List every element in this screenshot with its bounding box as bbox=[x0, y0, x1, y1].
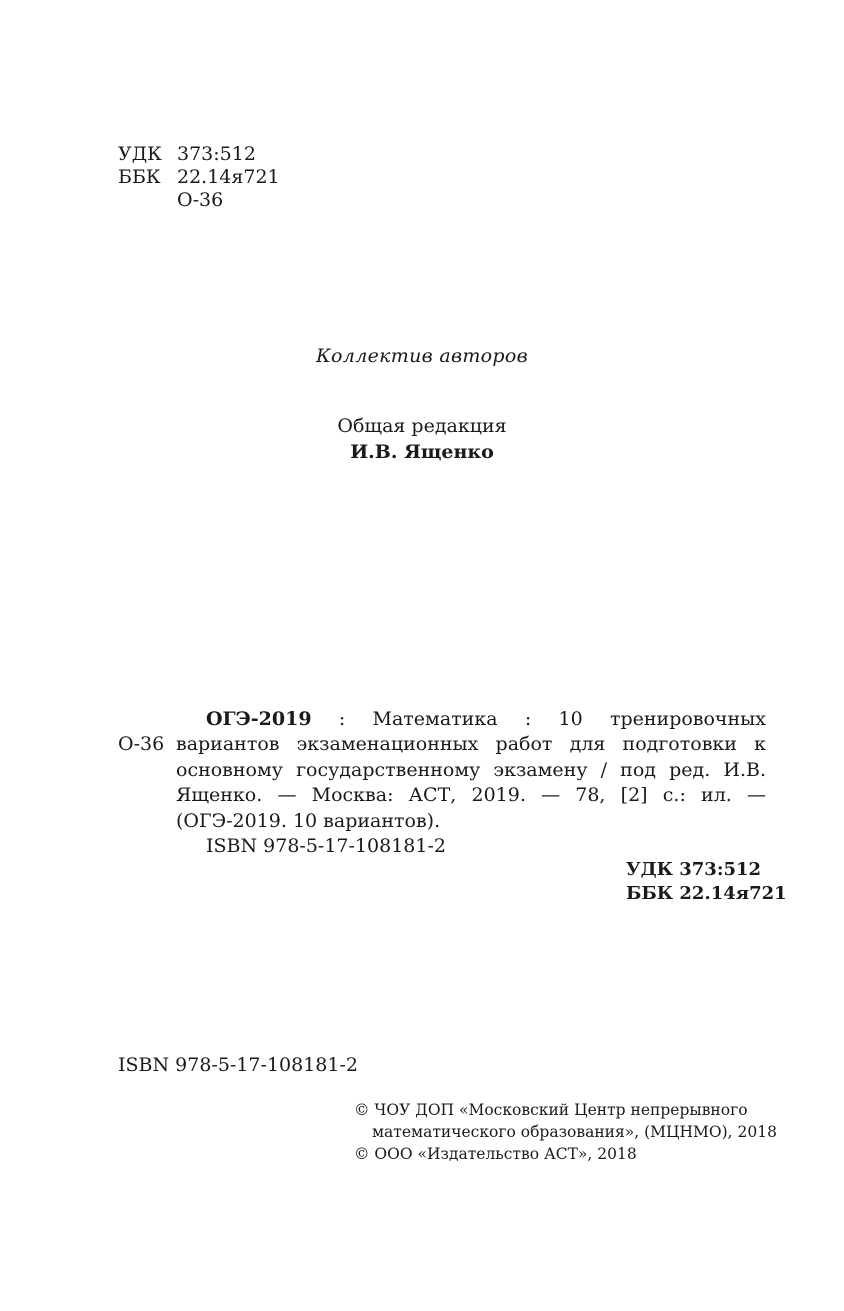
editor-caption: Общая редакция bbox=[337, 415, 507, 437]
catalog-card-mark: О-36 bbox=[118, 733, 165, 755]
catalog-title-lead: ОГЭ-2019 bbox=[206, 708, 312, 730]
isbn-number: ISBN 978-5-17-108181-2 bbox=[118, 1054, 358, 1076]
copyright-line-3: © ООО «Издательство АСТ», 2018 bbox=[354, 1145, 637, 1163]
catalog-udk-bbk bbox=[626, 858, 787, 906]
bbk-label: ББК bbox=[118, 166, 161, 188]
copyright-line-2: математического образования», (МЦНМО), 2018 bbox=[372, 1123, 777, 1141]
authors-line: Коллектив авторов bbox=[316, 345, 528, 367]
catalog-body: : Математика : 10 тренировочных вариантов экзаменационных работ для подготовки к основному государственному экзамену / под ред. И.В. Ященко. — Москва: АСТ, 2019. — 78, [2] с.: ил. — (ОГЭ-2019. 10 вариантов). bbox=[176, 708, 766, 832]
classification-codes bbox=[118, 143, 280, 212]
udk-row bbox=[118, 143, 280, 166]
editor-block bbox=[0, 413, 844, 465]
catalog-card bbox=[176, 707, 766, 859]
catalog-isbn: ISBN 978-5-17-108181-2 bbox=[206, 835, 446, 858]
author-mark-row bbox=[118, 189, 280, 212]
udk-value: 373:512 bbox=[177, 143, 256, 165]
copyright-block bbox=[354, 1099, 777, 1165]
catalog-description bbox=[176, 707, 766, 834]
copyright-line-1: © ЧОУ ДОП «Московский Центр непрерывного bbox=[354, 1101, 748, 1119]
bbk-row bbox=[118, 166, 280, 189]
catalog-udk: УДК 373:512 bbox=[626, 859, 762, 880]
bbk-value: 22.14я721 bbox=[177, 166, 280, 188]
catalog-bbk: ББК 22.14я721 bbox=[626, 883, 787, 904]
udk-label: УДК bbox=[118, 143, 162, 165]
author-mark: О-36 bbox=[177, 189, 224, 211]
editor-name: И.В. Ященко bbox=[350, 441, 494, 463]
